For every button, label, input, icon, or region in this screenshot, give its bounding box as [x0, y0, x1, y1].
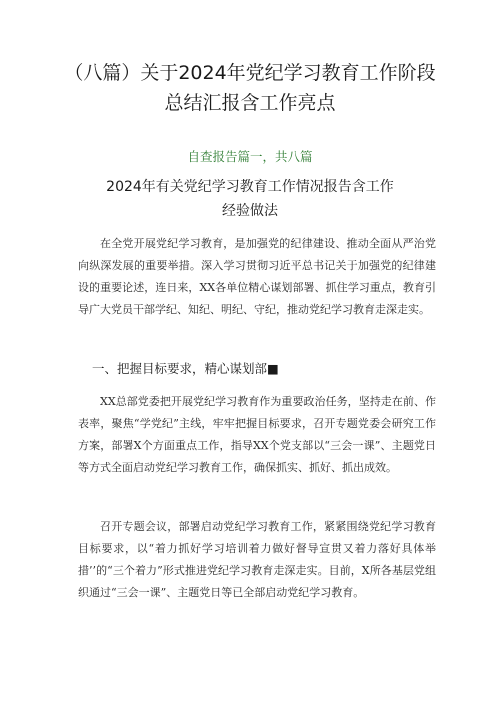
paragraph-body: XX总部党委把开展党纪学习教育作为重要政治任务，坚持走在前、作表率，聚焦“学党纪”主线，牢牢把握目标要求，召开专题党委会研究工作方案，部署X个方面重点工作，指导XX个党支部以“三会一课”、主题党日等方式全面启动党纪学习教育工作，确保抓实、抓好、抓出成效。 — [78, 395, 436, 474]
document-title: （八篇）关于2024年党纪学习教育工作阶段总结汇报含工作亮点 — [64, 62, 436, 114]
paragraph-body: 召开专题会议，部署启动党纪学习教育工作，紧紧围绕党纪学习教育目标要求，以“着力抓好学习培训着力做好督导宣贯又着力落好具体举措’’的“三个着力”形式推进党纪学习教育走深走实。目前，X所各基层党组织通过“三会一课”、主题党日等已全部启动党纪学习教育。 — [78, 520, 436, 599]
article-title: 2024年有关党纪学习教育工作情况报告含工作经验做法 — [106, 179, 394, 219]
subheading: 自查报告篇一，共八篇 — [187, 149, 313, 164]
paragraph-intro: 在全党开展党纪学习教育，是加强党的纪律建设、推动全面从严治党向纵深发展的重要举措。深入学习贯彻习近平总书记关于加强党的纪律建设的重要论述，连日来，XX各单位精心谋划部署、抓住学习重点，教育引导广大党员干部学纪、知纪、明纪、守纪，推动党纪学习教育走深走实。 — [78, 237, 436, 316]
section-heading: 一、把握目标要求，精心谋划部■ — [92, 361, 279, 376]
